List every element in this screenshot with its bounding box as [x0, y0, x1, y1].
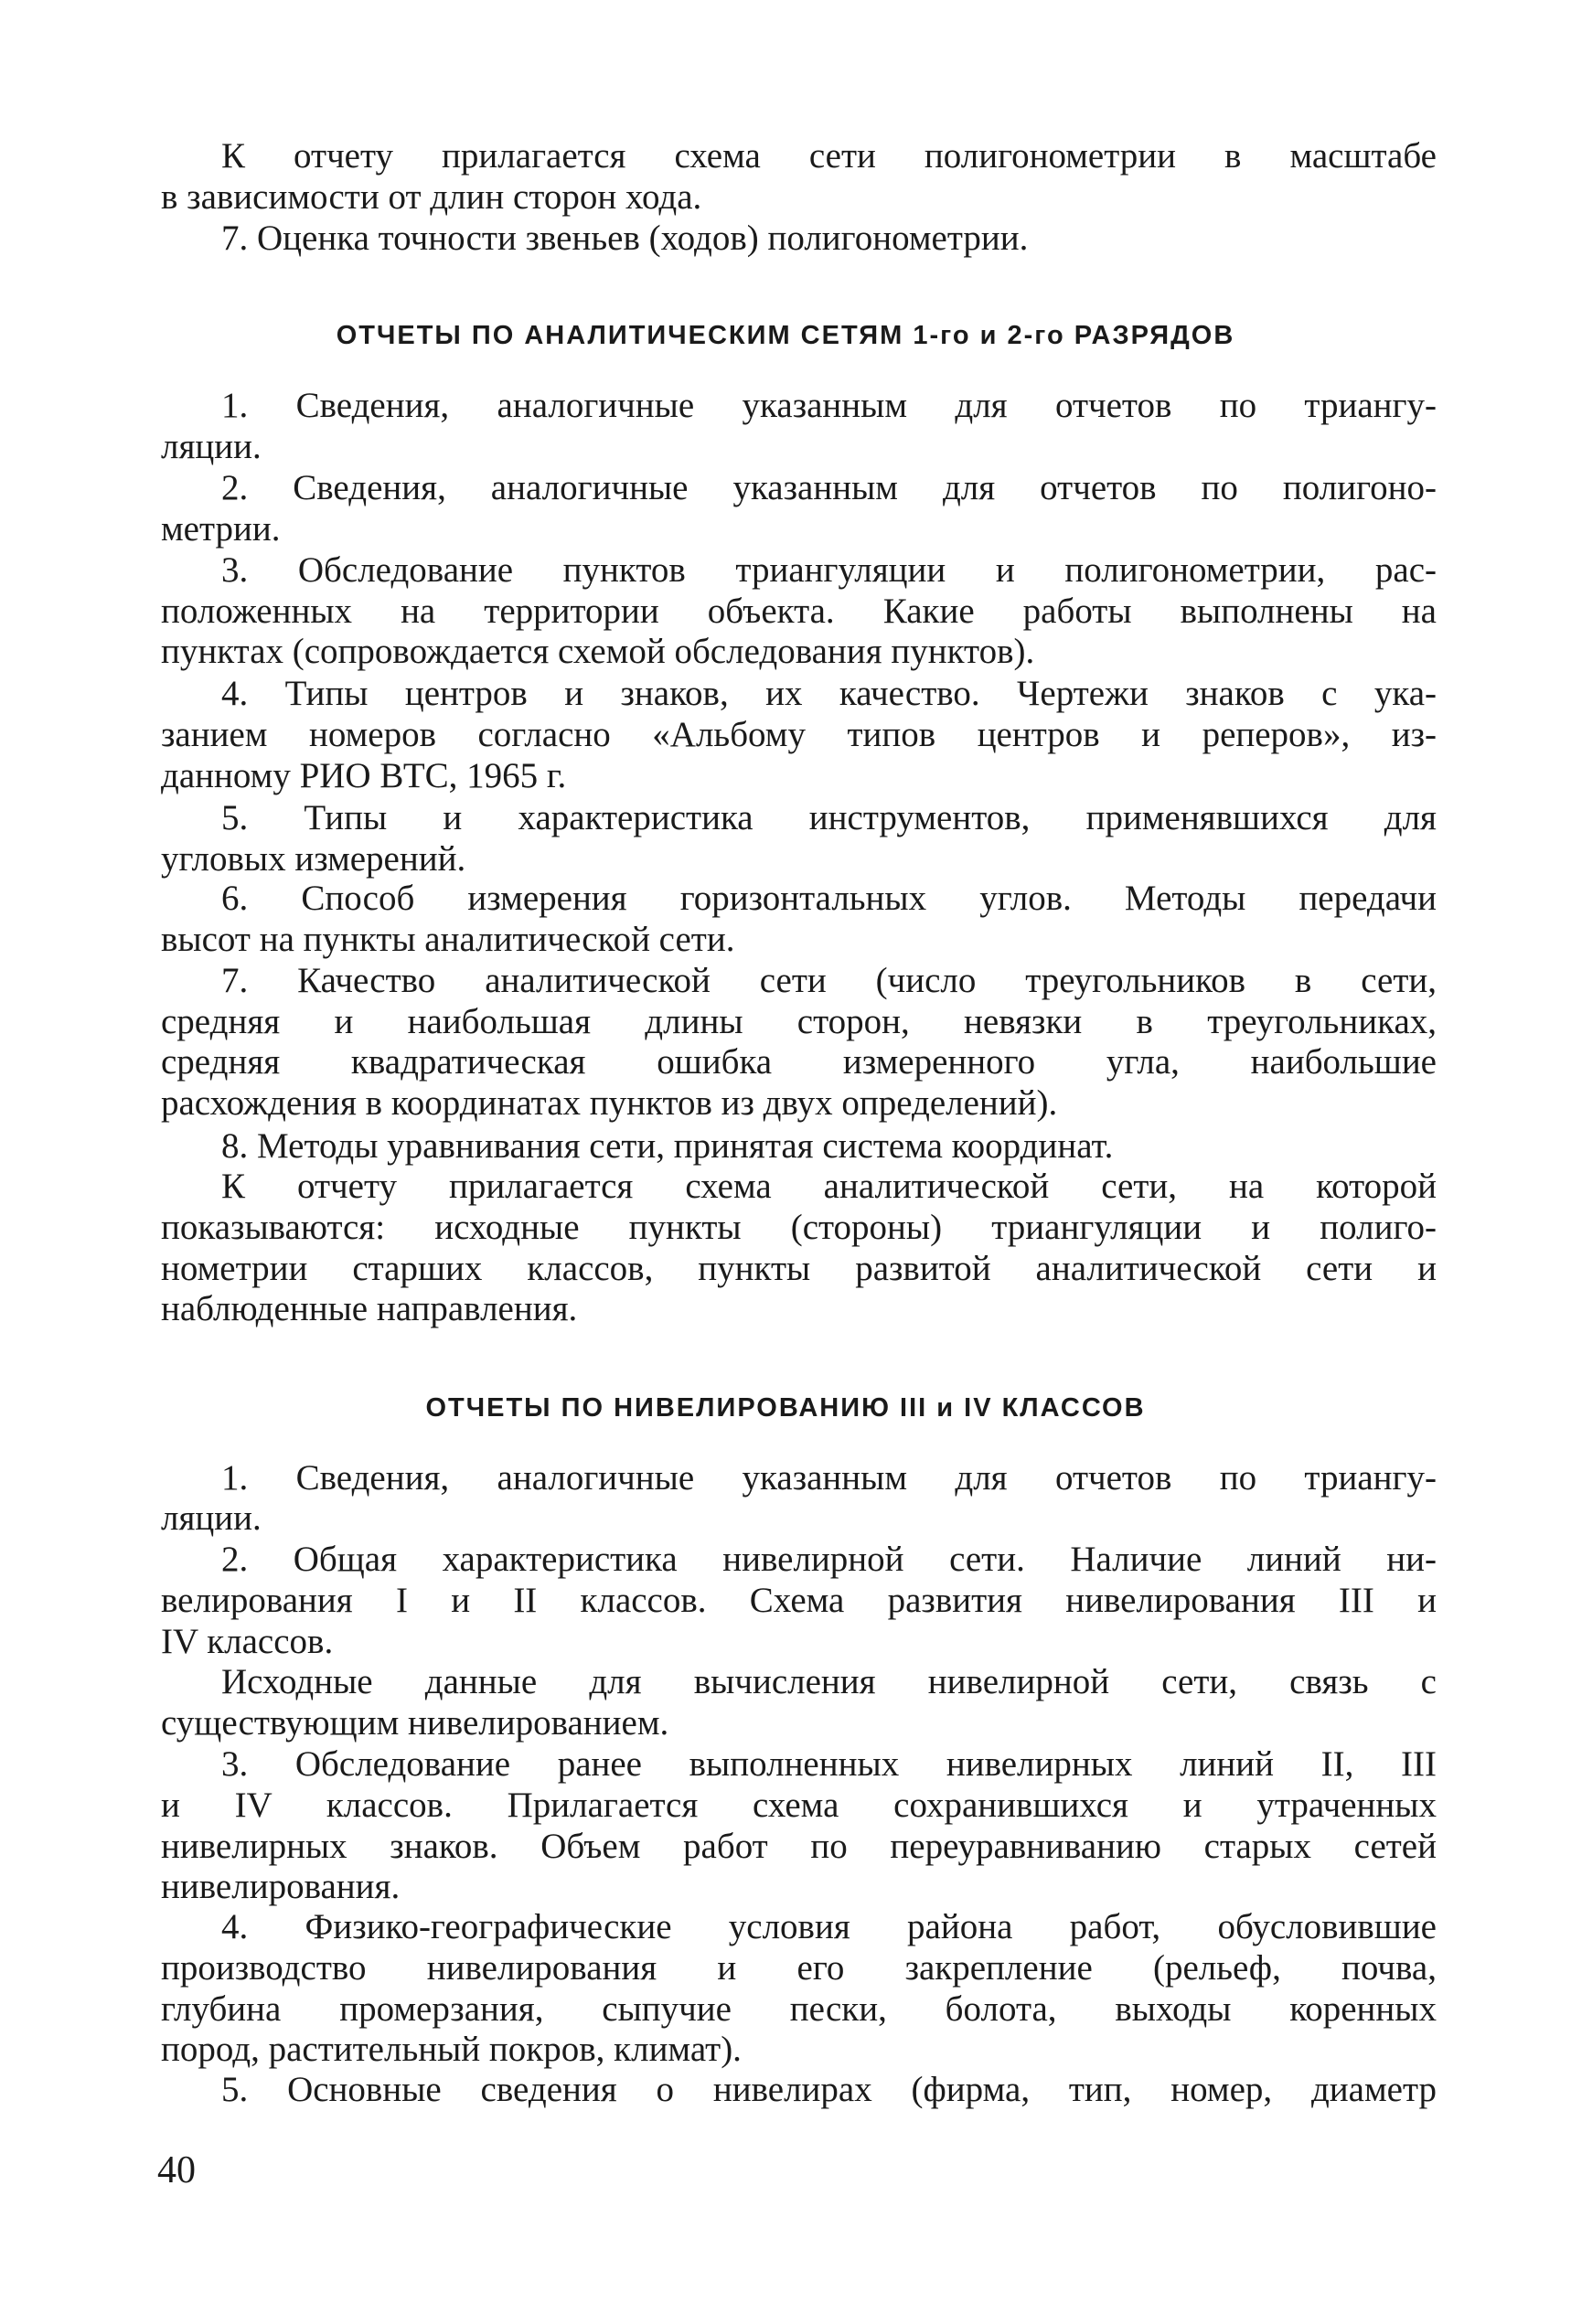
paragraph-line: 1. Сведения, аналогичные указанным для отчетов по триангу- [221, 1457, 1437, 1498]
paragraph-line: пунктах (сопровождается схемой обследования пунктов). [161, 632, 1035, 672]
paragraph-line: нивелирных знаков. Объем работ по переуравниванию старых сетей [161, 1826, 1437, 1866]
page-number: 40 [157, 2149, 196, 2191]
paragraph-line: IV классов. [161, 1621, 334, 1661]
paragraph-line: 8. Методы уравнивания сети, принятая система координат. [221, 1126, 1114, 1167]
paragraph-line: 6. Способ измерения горизонтальных углов. Методы передачи [221, 879, 1437, 919]
paragraph-line: 5. Типы и характеристика инструментов, применявшихся для [221, 797, 1437, 837]
paragraph-line: показываются: исходные пункты (стороны) триангуляции и полиго- [161, 1207, 1437, 1247]
paragraph-line: ляции. [161, 1498, 262, 1539]
paragraph-line: занием номеров согласно «Альбому типов центров и реперов», из- [161, 715, 1437, 755]
paragraph-line: ляции. [161, 426, 262, 466]
paragraph-line: глубина промерзания, сыпучие пески, болота, выходы коренных [161, 1988, 1437, 2029]
paragraph-line: производство нивелирования и его закрепление (рельеф, почва, [161, 1947, 1437, 1988]
paragraph-line: 1. Сведения, аналогичные указанным для отчетов по триангу- [221, 386, 1437, 426]
paragraph-line: в зависимости от длин сторон хода. [161, 177, 702, 218]
paragraph-line: 5. Основные сведения о нивелирах (фирма, тип, номер, диаметр [221, 2070, 1437, 2110]
paragraph-line: метрии. [161, 508, 281, 549]
section-heading: ОТЧЕТЫ ПО НИВЕЛИРОВАНИЮ III и IV КЛАССОВ [425, 1392, 1146, 1423]
paragraph-line: 7. Оценка точности звеньев (ходов) полигонометрии. [221, 219, 1029, 259]
paragraph-line: и IV классов. Прилагается схема сохранившихся и утраченных [161, 1785, 1437, 1825]
paragraph-line: нивелирования. [161, 1867, 401, 1907]
paragraph-line: 4. Типы центров и знаков, их качество. Чертежи знаков с ука- [221, 674, 1437, 714]
paragraph-line: К отчету прилагается схема сети полигонометрии в масштабе [221, 136, 1437, 176]
paragraph-line: нометрии старших классов, пункты развитой аналитической сети и [161, 1248, 1437, 1288]
paragraph-line: Исходные данные для вычисления нивелирной сети, связь с [221, 1662, 1437, 1702]
paragraph-line: 2. Общая характеристика нивелирной сети. Наличие линий ни- [221, 1540, 1437, 1580]
paragraph-line: 4. Физико-географические условия района работ, обусловившие [221, 1907, 1437, 1947]
paragraph-line: 2. Сведения, аналогичные указанным для отчетов по полигоно- [221, 467, 1437, 507]
paragraph-line: 7. Качество аналитической сети (число треугольников в сети, [221, 960, 1437, 1000]
paragraph-line: велирования I и II классов. Схема развития нивелирования III и [161, 1581, 1437, 1621]
paragraph-line: данному РИО ВТС, 1965 г. [161, 755, 567, 795]
paragraph-line: 3. Обследование ранее выполненных нивелирных линий II, III [221, 1744, 1437, 1785]
paragraph-line: средняя квадратическая ошибка измеренного угла, наибольшие [161, 1042, 1437, 1082]
paragraph-line: К отчету прилагается схема аналитической сети, на которой [221, 1167, 1437, 1207]
paragraph-line: 3. Обследование пунктов триангуляции и полигонометрии, рас- [221, 549, 1437, 590]
paragraph-line: наблюденные направления. [161, 1289, 578, 1329]
section-heading: ОТЧЕТЫ ПО АНАЛИТИЧЕСКИМ СЕТЯМ 1-го и 2-го РАЗРЯДОВ [336, 321, 1235, 351]
paragraph-line: угловых измерений. [161, 838, 466, 879]
paragraph-line: существующим нивелированием. [161, 1703, 669, 1743]
paragraph-line: средняя и наибольшая длины сторон, невязки в треугольниках, [161, 1001, 1437, 1041]
paragraph-line: высот на пункты аналитической сети. [161, 919, 735, 959]
paragraph-line: пород, растительный покров, климат). [161, 2030, 742, 2070]
paragraph-line: положенных на территории объекта. Какие работы выполнены на [161, 591, 1437, 631]
paragraph-line: расхождения в координатах пунктов из двух определений). [161, 1083, 1058, 1124]
